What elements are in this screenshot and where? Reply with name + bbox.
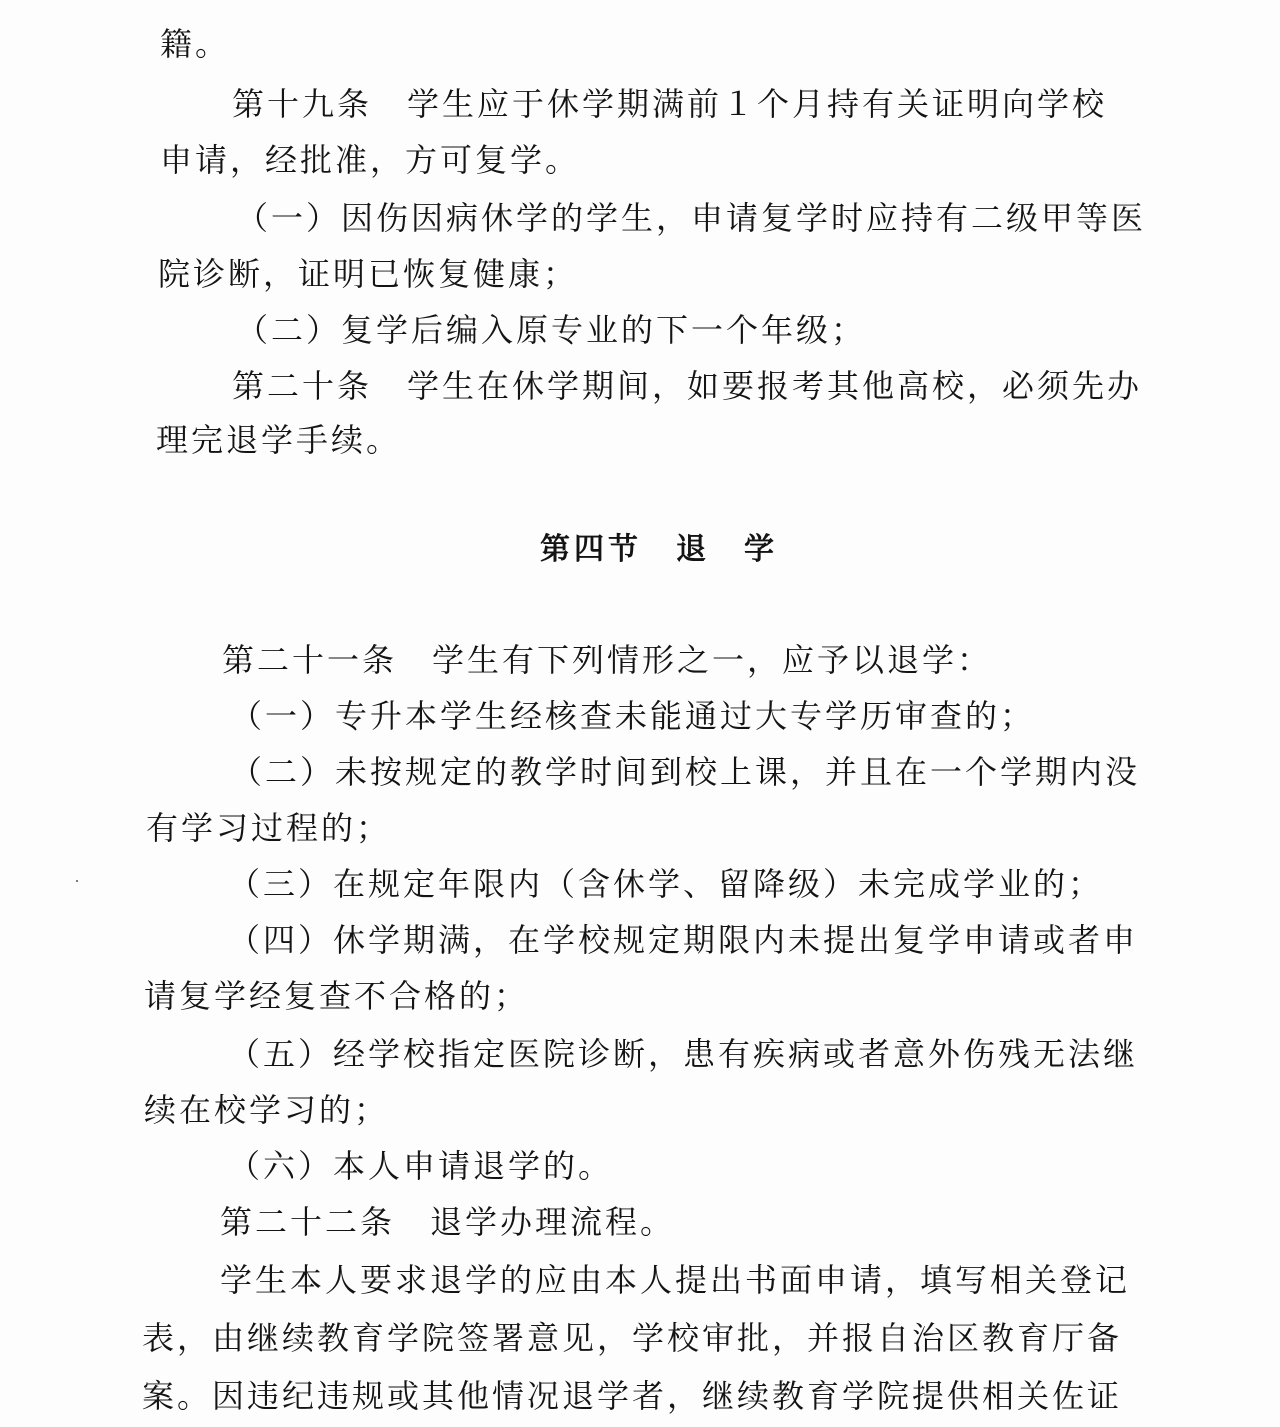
article-20-line-1: 第二十条 学生在休学期间，如要报考其他高校，必须先办 (232, 367, 1143, 405)
article-19-item-1-line-1: （一）因伤因病休学的学生，申请复学时应持有二级甲等医 (236, 199, 1147, 237)
text-line-1: 籍。 (160, 25, 231, 63)
article-19-line-1: 第十九条 学生应于休学期满前１个月持有关证明向学校 (232, 85, 1108, 123)
article-19-item-1-line-2: 院诊断，证明已恢复健康； (158, 255, 579, 293)
article-19-item-2: （二）复学后编入原专业的下一个年级； (236, 311, 867, 349)
article-20-line-2: 理完退学手续。 (156, 421, 402, 459)
article-21-item-4-line-2: 请复学经复查不合格的； (144, 977, 530, 1015)
article-21-item-2-line-2: 有学习过程的； (146, 809, 392, 847)
article-22-paragraph-line-2: 表，由继续教育学院签署意见，学校审批，并报自治区教育厅备 (142, 1319, 1123, 1357)
article-21-item-1: （一）专升本学生经核查未能通过大专学历审查的； (230, 697, 1036, 735)
article-21-item-6: （六）本人申请退学的。 (228, 1147, 614, 1185)
article-22-paragraph-line-3: 案。因违纪违规或其他情况退学者，继续教育学院提供相关佐证 (142, 1377, 1123, 1415)
article-21-item-5-line-1: （五）经学校指定医院诊断，患有疾病或者意外伤残无法继 (228, 1035, 1139, 1073)
article-22-paragraph-line-1: 学生本人要求退学的应由本人提出书面申请，填写相关登记 (220, 1261, 1131, 1299)
article-21-item-5-line-2: 续在校学习的； (144, 1091, 390, 1129)
article-21-item-4-line-1: （四）休学期满，在学校规定期限内未提出复学申请或者申 (228, 921, 1139, 959)
section-heading: 第四节 退 学 (540, 532, 778, 567)
scan-speck (76, 880, 78, 882)
article-22-line-1: 第二十二条 退学办理流程。 (220, 1203, 676, 1241)
article-21-line-1: 第二十一条 学生有下列情形之一，应予以退学： (222, 641, 993, 679)
article-21-item-3: （三）在规定年限内（含休学、留降级）未完成学业的； (228, 865, 1104, 903)
article-19-line-2: 申请，经批准，方可复学。 (160, 141, 581, 179)
article-21-item-2-line-1: （二）未按规定的教学时间到校上课，并且在一个学期内没 (230, 753, 1141, 791)
